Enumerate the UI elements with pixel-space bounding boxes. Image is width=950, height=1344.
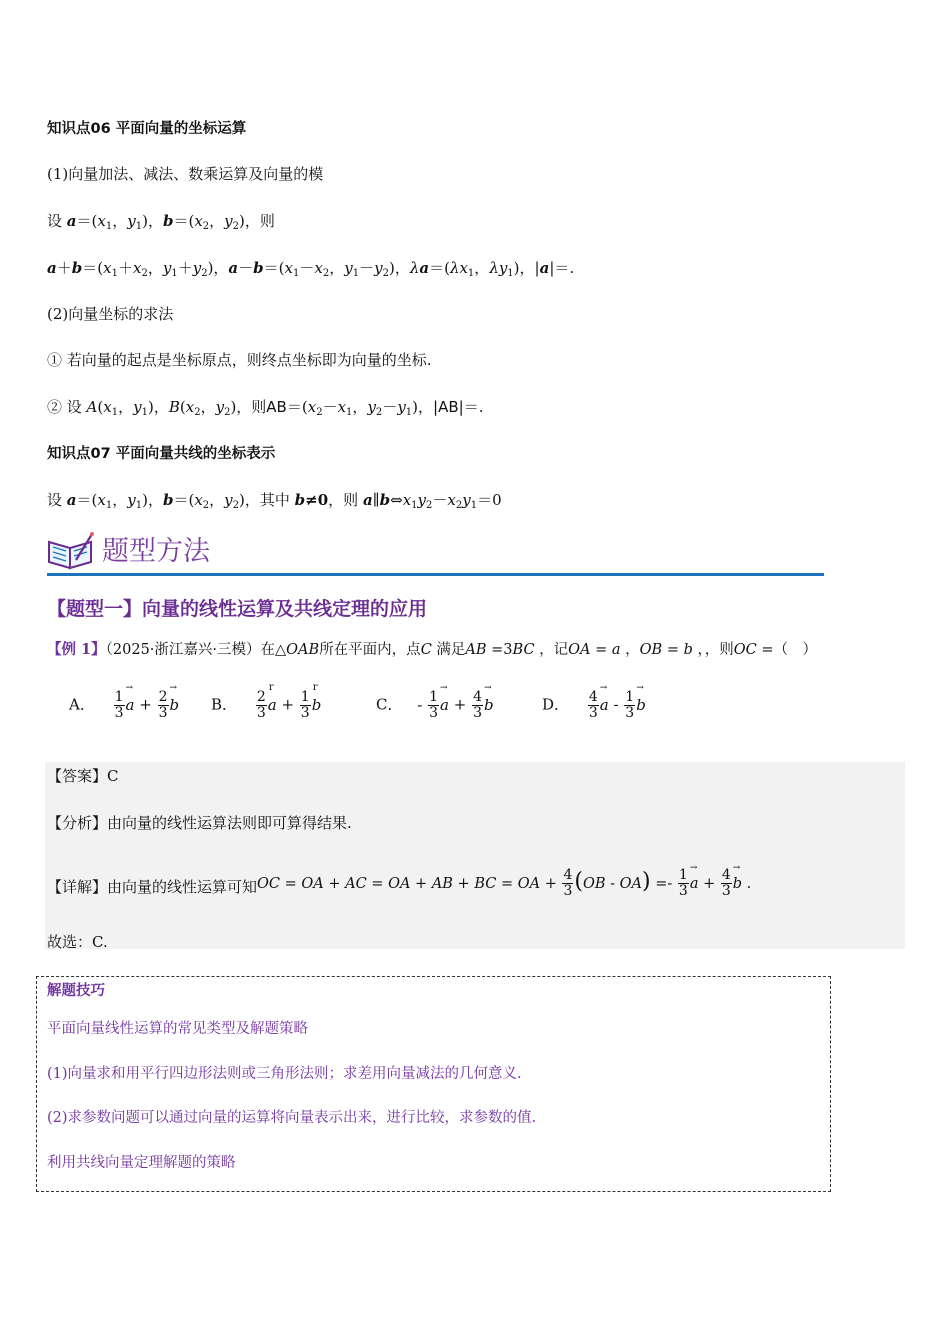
tips-line1: 平面向量线性运算的常见类型及解题策略: [47, 1021, 308, 1037]
tips-line4: 利用共线向量定理解题的策略: [47, 1155, 236, 1171]
option-d-label: D．: [542, 695, 570, 714]
option-c[interactable]: C． - $\frac{1}{3}$ → a + $\frac{4}{3}$ → b: [376, 690, 494, 721]
stem-b: 所在平面内，点: [319, 642, 421, 658]
kp06-ops-line: $a+b=(x_1+x_2$，$y_1+y_2$)，$a-b=(x_1-x_2$，$y_1-y_2$)，$\lambda a=(\lambda x_1$，$\lambda y_1$)，|a|＝.: [47, 259, 575, 279]
detail-label: 【详解】: [47, 877, 108, 896]
kp06-item2: ② 设 $A(x_1$，$y_1$)，$B(x_2$，$y_2$)，则$AB=(x_2-x_1$，$y_2-y_1$)，|AB|＝.: [47, 398, 484, 418]
tips-line3: (2)求参数问题可以通过向量的运算将向量表示出来，进行比较，求参数的值.: [47, 1110, 537, 1126]
answer-value: C: [107, 767, 119, 785]
kp06-sub2: (2)向量坐标的求法: [47, 305, 174, 323]
ab-label: AB: [266, 398, 287, 416]
open-book-icon: [46, 530, 96, 572]
option-b-label: B．: [211, 695, 238, 714]
ab-mod-label: |AB|: [433, 398, 464, 416]
kp07-line: 设 $a=(x_1$，$y_1$)，$b=(x_2$，$y_2$)，其中 b≠0，则 $a\parallel b\Leftrightarrow x_1y_2-x_2y_1=0$: [47, 491, 502, 511]
tips-title: 解题技巧: [47, 983, 105, 999]
example1-source: （2025·浙江嘉兴·三模）: [105, 642, 261, 658]
type1-title: 【题型一】向量的线性运算及共线定理的应用: [47, 598, 428, 620]
option-a[interactable]: A． $\frac{1}{3}$ → a + $\frac{2}{3}$ → b: [69, 690, 179, 721]
stem-f: （ ）: [773, 642, 817, 658]
analysis-label: 【分析】: [47, 814, 108, 832]
kp06-def-line: 设 $a=(x_1$，$y_1$)，$b=(x_2$，$y_2$)，则: [47, 212, 275, 232]
kp06-sub1: (1)向量加法、减法、数乘运算及向量的模: [47, 165, 324, 183]
analysis-text: 由向量的线性运算法则即可算得结果.: [107, 814, 352, 832]
kp06-item1: ① 若向量的起点是坐标原点，则终点坐标即为向量的坐标.: [47, 351, 432, 369]
answer-panel: [45, 762, 905, 949]
stem-c: 满足: [436, 642, 466, 658]
stem-e: ，则: [704, 642, 734, 658]
answer-line: [47, 765, 119, 786]
kp06-title: 知识点06 平面向量的坐标运算: [47, 121, 247, 137]
banner-divider: [47, 573, 824, 576]
answer-label: 【答案】: [47, 767, 108, 785]
stem-a: 在△: [260, 642, 287, 658]
detail-text: 由向量的线性运算可知: [107, 877, 258, 896]
example1-stem: 【例 1】（2025·浙江嘉兴·三模）在△OAB所在平面内，点C 满足AB =3BC ，记OA = a ，OB = b ，，则OC =（ ）: [47, 641, 817, 658]
detail-line: 【详解】由向量的线性运算可知OC = OA + AC = OA + AB + BC = OA + $\frac{4}{3}$ (OB - OA) =- $\frac{1}{3}$ → a + $\frac{4}{3}$ → b .: [47, 858, 751, 889]
example1-label: 【例 1】: [47, 641, 106, 658]
option-b[interactable]: B． $\frac{2}{3}$ r a + $\frac{1}{3}$ r b: [211, 690, 321, 721]
option-c-label: C．: [376, 695, 403, 714]
conclusion-line: 故选：C.: [47, 933, 108, 951]
option-a-label: A．: [69, 695, 95, 714]
stem-d: ，记: [539, 642, 569, 658]
banner-title: 题型方法: [102, 536, 210, 567]
tips-line2: (1)向量求和用平行四边形法则或三角形法则；求差用向量减法的几何意义.: [47, 1066, 522, 1082]
kp07-title: 知识点07 平面向量共线的坐标表示: [47, 446, 276, 462]
analysis-line: [47, 812, 352, 833]
option-d[interactable]: D． $\frac{4}{3}$ → a - $\frac{1}{3}$ → b: [542, 690, 646, 721]
